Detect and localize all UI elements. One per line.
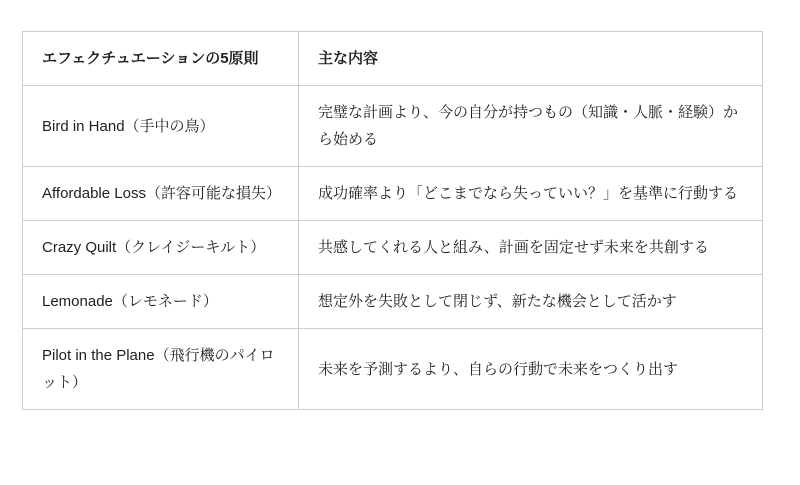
table-row (23, 221, 763, 275)
effectuation-principles-table (22, 31, 763, 410)
table-row (23, 275, 763, 329)
principle-cell: Crazy Quilt（クレイジーキルト） (23, 221, 299, 275)
column-header-content: 主な内容 (299, 32, 763, 86)
column-header-principle: エフェクチュエーションの5原則 (23, 32, 299, 86)
principle-cell: Lemonade（レモネード） (23, 275, 299, 329)
principle-cell: Bird in Hand（手中の鳥） (23, 86, 299, 167)
table-row (23, 329, 763, 410)
description-cell: 完璧な計画より、今の自分が持つもの（知識・人脈・経験）から始める (299, 86, 763, 167)
description-cell: 共感してくれる人と組み、計画を固定せず未来を共創する (299, 221, 763, 275)
table-header-row (23, 32, 763, 86)
description-cell: 未来を予測するより、自らの行動で未来をつくり出す (299, 329, 763, 410)
table-row (23, 167, 763, 221)
description-cell: 想定外を失敗として閉じず、新たな機会として活かす (299, 275, 763, 329)
table-row (23, 86, 763, 167)
principle-cell: Affordable Loss（許容可能な損失） (23, 167, 299, 221)
description-cell: 成功確率より「どこまでなら失っていい？」を基準に行動する (299, 167, 763, 221)
principle-cell: Pilot in the Plane（飛行機のパイロット） (23, 329, 299, 410)
